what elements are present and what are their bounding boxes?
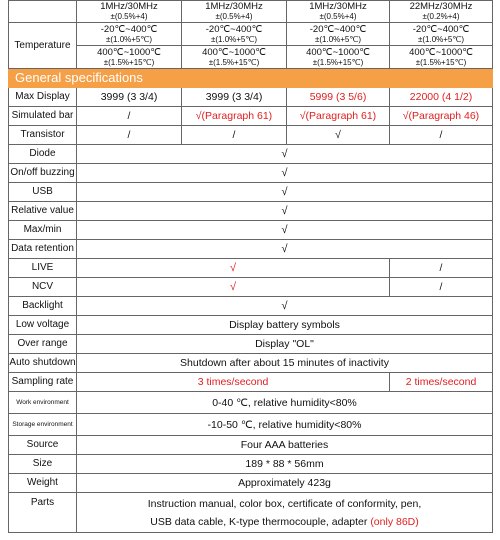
check-mark: √ bbox=[77, 183, 493, 202]
max-display-value: 22000 (4 1/2) bbox=[390, 88, 493, 107]
diode-label: Diode bbox=[9, 145, 77, 164]
section-header bbox=[9, 69, 493, 88]
simulated-bar-label: Simulated bar bbox=[9, 107, 77, 126]
over-range-row bbox=[9, 335, 493, 354]
over-range-label: Over range bbox=[9, 335, 77, 354]
size-value: 189 * 88 * 56mm bbox=[77, 455, 493, 474]
temperature-cell: 400℃~1000℃ ±(1.5%+15℃) bbox=[390, 46, 493, 69]
sampling-rate-row bbox=[9, 373, 493, 392]
data-retention-row bbox=[9, 240, 493, 259]
frequency-cell: 1MHz/30MHz ±(0.5%+4) bbox=[77, 1, 182, 23]
check-mark: √ bbox=[77, 202, 493, 221]
weight-value: Approximately 423g bbox=[77, 474, 493, 493]
sampling-rate-label: Sampling rate bbox=[9, 373, 77, 392]
backlight-row bbox=[9, 297, 493, 316]
storage-env-row bbox=[9, 414, 493, 436]
low-voltage-label: Low voltage bbox=[9, 316, 77, 335]
frequency-row bbox=[9, 1, 493, 23]
backlight-label: Backlight bbox=[9, 297, 77, 316]
check-mark: √ bbox=[77, 221, 493, 240]
temperature-cell: -20℃~400℃ ±(1.0%+5℃) bbox=[182, 23, 287, 46]
max-display-value: 3999 (3 3/4) bbox=[182, 88, 287, 107]
check-mark: √ bbox=[77, 164, 493, 183]
low-voltage-value: Display battery symbols bbox=[77, 316, 493, 335]
transistor-value: √ bbox=[287, 126, 390, 145]
temperature-cell: 400℃~1000℃ ±(1.5%+15℃) bbox=[182, 46, 287, 69]
frequency-cell: 1MHz/30MHz ±(0.5%+4) bbox=[287, 1, 390, 23]
transistor-row bbox=[9, 126, 493, 145]
temperature-cell: -20℃~400℃ ±(1.0%+5℃) bbox=[287, 23, 390, 46]
simulated-bar-row bbox=[9, 107, 493, 126]
max-min-row bbox=[9, 221, 493, 240]
transistor-label: Transistor bbox=[9, 126, 77, 145]
frequency-cell: 22MHz/30MHz ±(0.2%+4) bbox=[390, 1, 493, 23]
simulated-bar-value: √(Paragraph 46) bbox=[390, 107, 493, 126]
work-env-value: 0-40 ℃, relative humidity<80% bbox=[77, 392, 493, 414]
buzzing-label: On/off buzzing bbox=[9, 164, 77, 183]
parts-line-1: Instruction manual, color box, certificate of conformity, pen, bbox=[147, 497, 422, 510]
parts-line-2-note: (only 86D) bbox=[370, 515, 419, 528]
relative-value-label: Relative value bbox=[9, 202, 77, 221]
auto-shutdown-label: Auto shutdown bbox=[9, 354, 77, 373]
diode-row bbox=[9, 145, 493, 164]
live-slash: / bbox=[390, 259, 493, 278]
check-mark: √ bbox=[77, 297, 493, 316]
simulated-bar-value: √(Paragraph 61) bbox=[287, 107, 390, 126]
parts-label: Parts bbox=[9, 493, 77, 533]
frequency-cell: 1MHz/30MHz ±(0.5%+4) bbox=[182, 1, 287, 23]
temperature-cell: -20℃~400℃ ±(1.0%+5℃) bbox=[77, 23, 182, 46]
transistor-value: / bbox=[390, 126, 493, 145]
live-label: LIVE bbox=[9, 259, 77, 278]
parts-value bbox=[77, 493, 493, 533]
max-min-label: Max/min bbox=[9, 221, 77, 240]
max-display-row bbox=[9, 88, 493, 107]
sampling-rate-left: 3 times/second bbox=[77, 373, 390, 392]
transistor-value: / bbox=[182, 126, 287, 145]
transistor-value: / bbox=[77, 126, 182, 145]
source-value: Four AAA batteries bbox=[77, 436, 493, 455]
usb-row bbox=[9, 183, 493, 202]
storage-env-value: -10-50 ℃, relative humidity<80% bbox=[77, 414, 493, 436]
auto-shutdown-row bbox=[9, 354, 493, 373]
low-voltage-row bbox=[9, 316, 493, 335]
section-title: General specifications bbox=[9, 69, 493, 88]
ncv-check: √ bbox=[77, 278, 390, 297]
live-row bbox=[9, 259, 493, 278]
over-range-value: Display "OL" bbox=[77, 335, 493, 354]
size-label: Size bbox=[9, 455, 77, 474]
weight-row bbox=[9, 474, 493, 493]
temperature-cell: 400℃~1000℃ ±(1.5%+15℃) bbox=[287, 46, 390, 69]
temperature-label: Temperature bbox=[9, 23, 77, 69]
ncv-slash: / bbox=[390, 278, 493, 297]
parts-line-2-text: USB data cable, K-type thermocouple, adapter bbox=[150, 515, 368, 528]
work-env-row bbox=[9, 392, 493, 414]
temperature-row bbox=[9, 23, 493, 46]
check-mark: √ bbox=[77, 240, 493, 259]
ncv-row bbox=[9, 278, 493, 297]
usb-label: USB bbox=[9, 183, 77, 202]
parts-row bbox=[9, 493, 493, 533]
source-row bbox=[9, 436, 493, 455]
max-display-value: 5999 (3 5/6) bbox=[287, 88, 390, 107]
live-check: √ bbox=[77, 259, 390, 278]
data-retention-label: Data retention bbox=[9, 240, 77, 259]
simulated-bar-value: √(Paragraph 61) bbox=[182, 107, 287, 126]
source-label: Source bbox=[9, 436, 77, 455]
parts-line-2 bbox=[77, 513, 492, 531]
frequency-label bbox=[9, 1, 77, 23]
check-mark: √ bbox=[77, 145, 493, 164]
buzzing-row bbox=[9, 164, 493, 183]
simulated-bar-value: / bbox=[77, 107, 182, 126]
temperature-cell: -20℃~400℃ ±(1.0%+5℃) bbox=[390, 23, 493, 46]
max-display-label: Max Display bbox=[9, 88, 77, 107]
relative-value-row bbox=[9, 202, 493, 221]
auto-shutdown-value: Shutdown after about 15 minutes of inactivity bbox=[77, 354, 493, 373]
ncv-label: NCV bbox=[9, 278, 77, 297]
work-env-label: Work environment bbox=[9, 392, 77, 414]
weight-label: Weight bbox=[9, 474, 77, 493]
size-row bbox=[9, 455, 493, 474]
temperature-row bbox=[9, 46, 493, 69]
max-display-value: 3999 (3 3/4) bbox=[77, 88, 182, 107]
storage-env-label: Storage environment bbox=[9, 414, 77, 436]
spec-table bbox=[8, 0, 493, 533]
temperature-cell: 400℃~1000℃ ±(1.5%+15℃) bbox=[77, 46, 182, 69]
sampling-rate-right: 2 times/second bbox=[390, 373, 493, 392]
